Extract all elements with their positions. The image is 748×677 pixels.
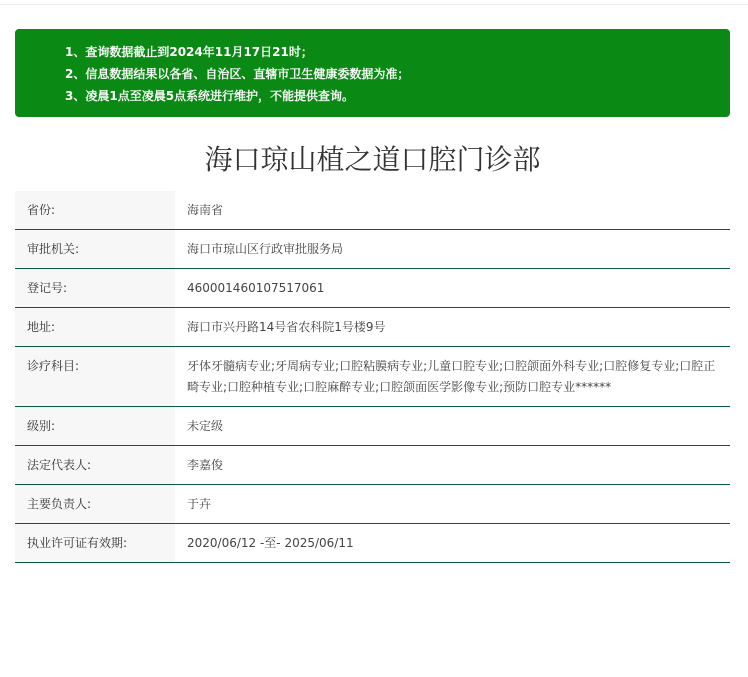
notice-banner <box>15 29 730 117</box>
table-row-clinical-departments <box>15 347 730 407</box>
row-label: 执业许可证有效期: <box>15 524 175 563</box>
notice-line-data-cutoff: 1、查询数据截止到2024年11月17日21时； <box>65 45 313 59</box>
table-row-address <box>15 308 730 347</box>
row-value: 460001460107517061 <box>175 269 730 308</box>
row-value: 2020/06/12 -至- 2025/06/11 <box>175 524 730 563</box>
row-label: 地址: <box>15 308 175 347</box>
table-row-legal-representative <box>15 446 730 485</box>
row-label: 诊疗科目: <box>15 347 175 407</box>
table-row-license-validity <box>15 524 730 563</box>
institution-details-table <box>15 191 730 563</box>
row-label: 审批机关: <box>15 230 175 269</box>
row-value: 海口市琼山区行政审批服务局 <box>175 230 730 269</box>
table-row-principal <box>15 485 730 524</box>
row-label: 主要负责人: <box>15 485 175 524</box>
row-value: 于卉 <box>175 485 730 524</box>
table-row-province <box>15 191 730 230</box>
row-value: 牙体牙髓病专业;牙周病专业;口腔粘膜病专业;儿童口腔专业;口腔颌面外科专业;口腔修复专业;口腔正畸专业;口腔种植专业;口腔麻醉专业;口腔颌面医学影像专业;预防口腔专业****** <box>175 347 730 407</box>
notice-line-data-source: 2、信息数据结果以各省、自治区、直辖市卫生健康委数据为准； <box>65 67 410 81</box>
table-row-grade <box>15 407 730 446</box>
notice-line-maintenance: 3、凌晨1点至凌晨5点系统进行维护，不能提供查询。 <box>65 89 355 103</box>
row-label: 法定代表人: <box>15 446 175 485</box>
row-label: 登记号: <box>15 269 175 308</box>
row-value: 海南省 <box>175 191 730 230</box>
top-divider <box>0 4 748 5</box>
table-row-registration-number <box>15 269 730 308</box>
page-title: 海口琼山植之道口腔门诊部 <box>204 143 541 176</box>
row-value: 李嘉俊 <box>175 446 730 485</box>
row-value: 未定级 <box>175 407 730 446</box>
row-label: 级别: <box>15 407 175 446</box>
table-row-approval-authority <box>15 230 730 269</box>
row-label: 省份: <box>15 191 175 230</box>
row-value: 海口市兴丹路14号省农科院1号楼9号 <box>175 308 730 347</box>
